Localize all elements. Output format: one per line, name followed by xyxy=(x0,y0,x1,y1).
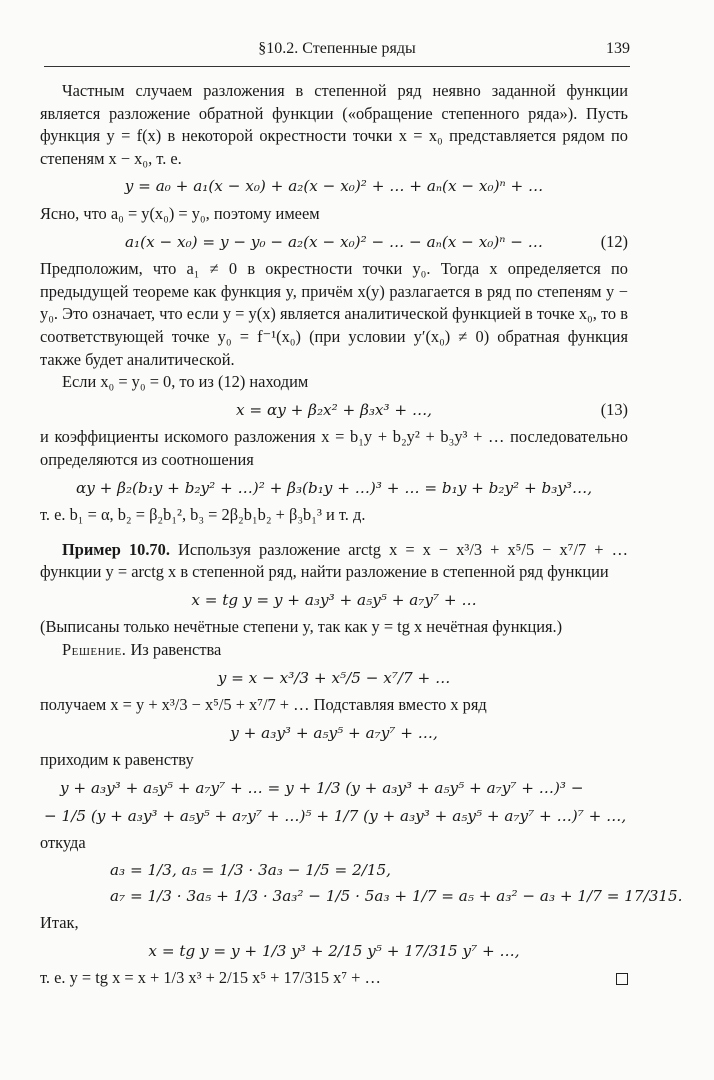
equation-number: (13) xyxy=(600,399,628,419)
page-body xyxy=(40,80,683,990)
equation: y + a₃y³ + a₅y⁵ + a₇y⁷ + …, xyxy=(230,723,438,742)
running-header xyxy=(44,36,630,67)
final-paragraph xyxy=(40,967,628,990)
numbered-equation xyxy=(40,399,628,422)
equation: y + a₃y³ + a₅y⁵ + a₇y⁷ + … = y + 1/3 (y + a₃y³ + a₅y⁵ + a₇y⁷ + …)³ − xyxy=(60,779,584,798)
paragraph: и коэффициенты искомого разложения x = b₁y + b₂y² + b₃y³ + … последовательно определяются из соотношения xyxy=(40,427,628,469)
paragraph: получаем x = y + x³/3 − x⁵/5 + x⁷/7 + … Подставляя вместо x ряд xyxy=(40,695,487,715)
paragraph: Предположим, что a₁ ≠ 0 в окрестности точки y₀. Тогда x определяется по предыдущей теореме как функция y, причём x(y) разлагается в ряд по степеням y − y₀. Это означает, что если y = y(x) является аналитической функцией в точке x₀, то в соответствующей точке y₀ = f⁻¹(x₀) (при условии y′(x₀) ≠ 0) обратная функция также будет аналитической. xyxy=(40,259,628,369)
equation: αy + β₂(b₁y + b₂y² + …)² + β₃(b₁y + …)³ + … = b₁y + b₂y² + b₃y³…, xyxy=(75,478,593,497)
numbered-equation xyxy=(40,231,628,254)
example-paragraph xyxy=(40,539,628,584)
equation: y = x − x³/3 + x⁵/5 − x⁷/7 + … xyxy=(217,668,451,687)
page-number: 139 xyxy=(606,40,630,57)
paragraph: т. е. b₁ = α, b₂ = β₂b₁², b₃ = 2β₂b₁b₂ + β₃b₁³ и т. д. xyxy=(40,505,366,525)
paragraph: Частным случаем разложения в степенной ряд неявно заданной функции является разложение обратной функции («обращение степенного ряда»). Пусть функция y = f(x) в некоторой окрестности точки x = x₀ представляется рядом по степеням x − x₀, т. е. xyxy=(40,81,628,168)
solution-label: Решение. xyxy=(62,640,127,660)
solution-text: Из равенства xyxy=(130,640,222,660)
end-of-proof-icon xyxy=(616,973,628,985)
paragraph: Если x₀ = y₀ = 0, то из (12) находим xyxy=(62,372,309,392)
equation: a₃ = 1/3, a₅ = 1/3 · 3a₃ − 1/5 = 2/15, xyxy=(110,860,392,879)
equation: y = a₀ + a₁(x − x₀) + a₂(x − x₀)² + … + aₙ(x − x₀)ⁿ + … xyxy=(124,177,544,196)
paragraph: Итак, xyxy=(40,913,79,932)
example-label: Пример 10.70. xyxy=(62,539,170,559)
paragraph: (Выписаны только нечётные степени y, так как y = tg x нечётная функция.) xyxy=(40,617,563,637)
example-text: Используя разложение arctg x = x − x³/3 + x⁵/5 − x⁷/7 + … функции y = arctg x в степенной ряд, найти разложение в степенной ряд функции xyxy=(40,539,628,582)
equation-number: (12) xyxy=(600,231,628,251)
paragraph: приходим к равенству xyxy=(40,750,194,770)
equation: x = tg y = y + a₃y³ + a₅y⁵ + a₇y⁷ + … xyxy=(191,590,477,609)
paragraph-text: т. е. y = tg x = x + 1/3 x³ + 2/15 x⁵ + 17/315 x⁷ + … xyxy=(40,968,381,988)
equation: x = tg y = y + 1/3 y³ + 2/15 y⁵ + 17/315 y⁷ + …, xyxy=(148,941,520,960)
equation-body: a₁(x − x₀) = y − y₀ − a₂(x − x₀)² − … − aₙ(x − x₀)ⁿ − … xyxy=(125,232,543,251)
equation: − 1/5 (y + a₃y³ + a₅y⁵ + a₇y⁷ + …)⁵ + 1/7 (y + a₃y³ + a₅y⁵ + a₇y⁷ + …)⁷ + …, xyxy=(44,806,627,825)
paragraph: откуда xyxy=(40,833,86,853)
section-title: §10.2. Степенные ряды xyxy=(258,40,416,57)
paragraph: Ясно, что a₀ = y(x₀) = y₀, поэтому имеем xyxy=(40,203,320,223)
equation-body: x = αy + β₂x² + β₃x³ + …, xyxy=(236,400,432,419)
equation: a₇ = 1/3 · 3a₅ + 1/3 · 3a₃² − 1/5 · 5a₃ + 1/7 = a₅ + a₃² − a₃ + 1/7 = 17/315. xyxy=(110,887,683,906)
solution-paragraph xyxy=(40,639,628,662)
